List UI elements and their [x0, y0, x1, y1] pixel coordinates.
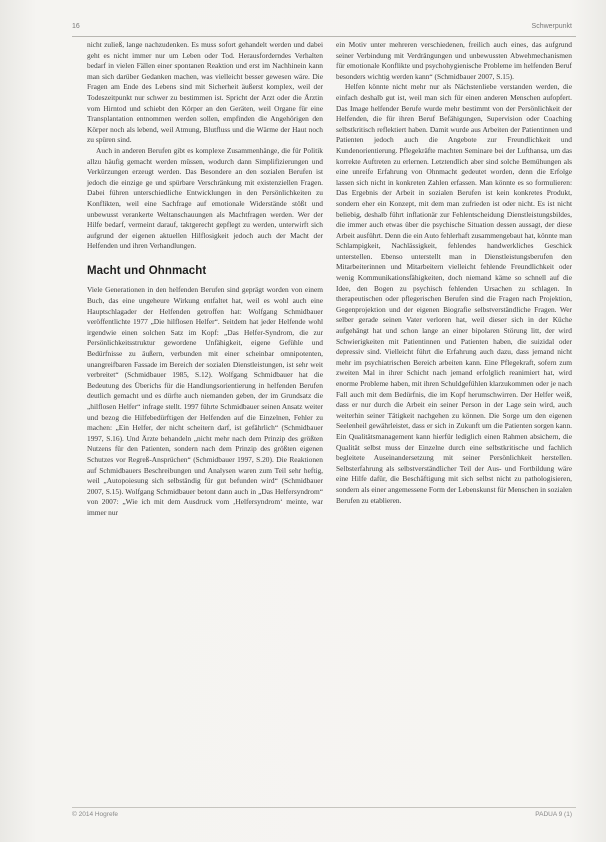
- paragraph: Helfen könnte nicht mehr nur als Nächstenliebe verstanden werden, die einfach deshalb gut ist, weil man sich für einen anderen Menschen aufopfert. Das Image helfender Berufe wurde mehr bestimmt von der Persönlichkeit der Helfenden, die für ihren Beruf Befähigungen, Supervision oder Coaching selbstkritisch reflektiert haben. Damit wurde aus Arbeiten der Patientinnen und Patienten jedoch auch die Angebote zur Freundlichkeit und Kundenorientierung. Pflegekräfte machten Seminare bei der Lufthansa, um das korrekte Auftreten zu erlernen. Letztendlich aber sind solche Bemühungen als eine unreife Erfahrung von Ohnmacht gedeutet worden, denn die Erfolge lassen sich nicht in konkreten Zahlen erfassen. Man könnte es so formulieren: Das Ergebnis der Arbeit in sozialen Berufen ist kein konkretes Produkt, sondern eher ein Konzept, mit dem man zufrieden ist oder nicht. Es ist nicht beliebig, deshalb führt inflationär zur Fehlentscheidung Dienstleistungsbildes, die immer auch etwas über die psychische Situation dessen aussagt, der diese Arbeit ausführt. Denn die ein Auto fehlerhaft zusammengebaut hat, könnte man Schlampigkeit, Nachlässigkeit, fehlendes handwerkliches Geschick unterstellen. Ebenso unterstellt man in Dienstleistungsberufen den Mitarbeiterinnen und Mitarbeitern vielleicht fehlende Freundlichkeit oder wenig Kommunikationsfähigkeiten, doch niemand käme so schnell auf die Idee, den Bogen zu psychisch fehlenden Ursachen zu schlagen. In therapeutischen oder pflegerischen Berufen sind die Fragen nach Projektion, Gegenprojektion und der eigenen Biografie selbstverständliche Fragen. Wer selber gerade seinen Vater verloren hat, weil dieser sich in der Küche aufgehängt hat und schon lange an einer bipolaren Störung litt, der wird Schwierigkeiten mit Patientinnen und Patienten haben, die suizidal oder depressiv sind. Vielleicht führt die Erfahrung auch dazu, dass jemand nicht mehr im psychiatrischen Bereich arbeiten kann. Eine Pflegekraft, sofern zum zweiten Mal in ihrer Schicht nach jemand erfolglich reanimiert hat, wird enorme Probleme haben, mit ihren Schuldgefühlen klarzukommen oder je nach Fall auch mit dem Bedürfnis, die im Kopf herumschwirren. Der Helfer weiß, dass er nur durch die Arbeit ein seiner Person in der Lage sein wird, auch weiterhin seiner Tätigkeit nachgehen zu können. Die Sorge um den eigenen Seelenheil gewährleistet, dass er sich in Zukunft um die Patienten sorgen kann. Ein Qualitätsmanagement kann hierfür lediglich einen Rahmen absichern, die Qualität selbst muss der Einzelne durch eine selbstkritische und fachlich begleitete Auseinandersetzung mit seiner Persönlichkeit herstellen. Selbsterfahrung als selbstverständlicher Teil der Aus- und Fortbildung wäre eine Hilfe dafür, die Beschäftigung mit sich selbst nicht zu pathologisieren, sondern als einer angemessene Form der Lebenskunst für Menschen in sozialen Berufen zu etablieren.: [336, 82, 572, 505]
- paragraph: nicht zuließ, lange nachzudenken. Es muss sofort gehandelt werden und dabei geht es nicht immer nur um Leben oder Tod. Herausforderndes Verhalten bedarf in vielen Fällen einer spontanen Reaktion und erst im Nachhinein kann man sich darüber Gedanken machen, was vielleicht besser gewesen wäre. Die Fragen am Ende des Lebens sind mit Sicherheit äußerst komplex, weil der Todeszeitpunkt nur schwer zu bestimmen ist. Spricht der Arzt oder die Ärztin vom Hirntod und schiebt den Körper an den Geräten, weil Organe für eine Transplantation entnommen werden sollen, empfinden die Angehörigen den Körper noch als lebend, weil Atmung, Blutfluss und die Wärme der Haut noch zu spüren sind.: [87, 40, 323, 145]
- paragraph: ein Motiv unter mehreren verschiedenen, freilich auch eines, das aufgrund seiner Verbindung mit Verdrängungen und unbewussten Abwehmechanismen für emotionale Konflikte und psychohygienische Probleme im helfenden Beruf besonders wichtig werden kann“ (Schmidbauer 2007, S.15).: [336, 40, 572, 81]
- page-header: [72, 22, 576, 37]
- page-footer: [72, 807, 576, 820]
- left-column: [87, 40, 323, 519]
- issue-label: PADUA 9 (1): [535, 811, 572, 818]
- paragraph: Auch in anderen Berufen gibt es komplexe Zusammenhänge, die für Politik allzu häufig gemacht werden müssen, wodurch dann Simplifizierungen und Verkürzungen erzeugt werden. Das Besondere an den sozialen Berufen ist jedoch die einzige ge und spürbare Verschränkung mit existenziellen Fragen. Dabei führen unterschiedliche Entwicklungen in den Persönlichkeiten zu Konflikten, weil eine Sachfrage auf emotionale Widerstände stößt und unbewusst verankerte Weltanschauungen als Machtfragen werden. Wer der Hilfe bedarf, vermeint darauf, taktgerecht gepflegt zu werden, unterwirft sich aufgrund der eigenen aktuellen Hilflosigkeit jedoch auch der Macht der Helfenden und ihren Verhandlungen.: [87, 145, 323, 251]
- paragraph: Viele Generationen in den helfenden Berufen sind geprägt worden von einem Buch, das eine ungeheure Wirkung entfaltet hat, weil es wohl auch eine Hauptschlagader der Helfenden getroffen hat: Wolfgang Schmidbauer veröffentlichte 1977 „Die hilflosen Helfer“. Seitdem hat jeder Helfende wohl irgendwie einen solchen Satz im Kopf: „Das Helfer-Syndrom, die zur Persönlichkeitsstruktur gewordene Unfähigkeit, eigene Gefühle und Bedürfnisse zu äußern, verbunden mit einer scheinbar omnipotenten, unangreifbaren Fassade im Bereich der sozialen Dienstleistungen, ist sehr weit verbreitet“ (Schmidbauer 1985, S.12). Wolfgang Schmidbauer hat die Bedeutung des Überichs für die Handlungsorientierung in helfenden Berufen deutlich gemacht und es dürfte auch niemanden geben, der im Grundsatz die „hilflosen Helfer“ infrage stellt. 1997 führte Schmidbauer seinen Ansatz weiter und bezog die Hilfebedürftigen der Helfenden auf die Einzelnen, Fehler zu machen: „Ein Helfer, der nicht scheitern darf, ist gefährlich“ (Schmidbauer 1997, S.16). Und Ärzte behandeln „nicht mehr nach dem Prinzip des größten Nutzens für den Patienten, sondern nach dem Prinzip des größten eigenen Schutzes vor Regreß-Ansprüchen“ (Schmidbauer 1997, S.20). Die Reaktionen auf Schmidbauers Beschreibungen und Analysen waren zum Teil sehr heftig, weil „Autopoiesung sich selbständig für gut befunden wird“ (Schmidbauer 2007, S.15). Wolfgang Schmidbauer betont dann auch in „Das Helfersyndrom“ von 2007: „Wie ich mit dem Ausdruck vom ‚Helfersyndrom‘ meinte, war immer nur: [87, 285, 323, 517]
- copyright-notice: © 2014 Hogrefe: [72, 811, 118, 818]
- right-column: [336, 40, 572, 506]
- running-title: Schwerpunkt: [531, 23, 572, 30]
- page-number: 16: [72, 23, 80, 30]
- section-heading: Macht und Ohnmacht: [87, 264, 207, 277]
